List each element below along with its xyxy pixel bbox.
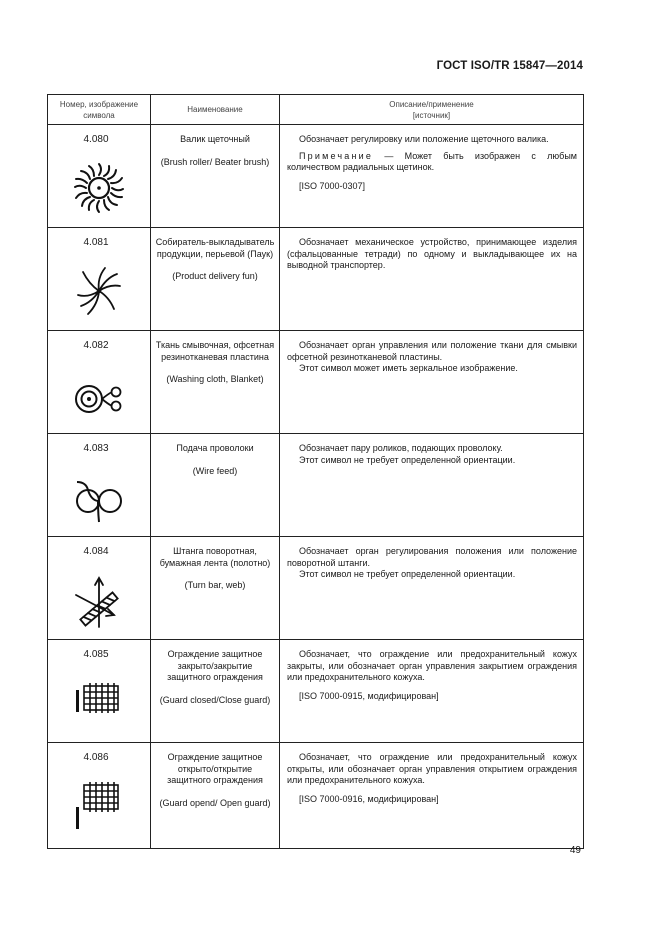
symbol-name-ru: Штанга поворотная, бумажная лента (полотно): [159, 546, 271, 568]
product-delivery-fan-icon: [72, 264, 126, 318]
symbol-description: Обозначает орган регулирования положения или положение поворотной штанги.: [287, 546, 577, 568]
symbol-description-extra: Этот символ не требует определенной ориентации.: [299, 569, 516, 580]
wire-feed-icon: [72, 470, 128, 524]
symbol-description: Обозначает, что ограждение или предохранительный кожух закрыты, или обозначает орган управления закрытием ограждения или предохранительного кожуха.: [287, 649, 577, 683]
symbol-description-extra: Этот символ может иметь зеркальное изображение.: [299, 363, 518, 374]
table-row: [48, 228, 584, 331]
guard-open-icon: [72, 779, 132, 837]
symbol-name-ru: Подача проволоки: [176, 443, 254, 453]
table-row: [48, 743, 584, 849]
symbol-name-ru: Ограждение защитное закрыто/закрытие защитного ограждения: [167, 649, 263, 683]
table-row: [48, 331, 584, 434]
symbol-name-ru: Собиратель-выкладыватель продукции, перьевой (Паук): [155, 237, 275, 259]
table-row: [48, 640, 584, 743]
symbol-number: 4.085: [83, 649, 109, 660]
guard-closed-icon: [72, 676, 132, 730]
symbol-description: Обозначает, что ограждение или предохранительный кожух открыты, или обозначает орган управления открытием ограждения или предохранительного кожуха.: [287, 752, 577, 786]
page-number: 49: [569, 845, 581, 856]
table-header-row: [48, 95, 584, 125]
symbol-name-en: (Wire feed): [192, 465, 238, 476]
symbol-number: 4.086: [83, 752, 109, 763]
table-row: [48, 537, 584, 640]
symbol-number: 4.082: [83, 340, 109, 351]
symbol-description-extra: Этот символ не требует определенной ориентации.: [299, 454, 516, 465]
symbol-source: [ISO 7000-0916, модифицирован]: [299, 793, 439, 804]
symbol-description: Обозначает орган управления или положение ткани для смывки офсетной резинотканевой пластины.: [287, 340, 577, 362]
washing-cloth-icon: [72, 367, 128, 421]
symbol-number: 4.083: [83, 443, 109, 454]
symbol-source: [ISO 7000-0915, модифицирован]: [299, 690, 439, 701]
symbol-name-ru: Ограждение защитное открыто/открытие защитного ограждения: [167, 752, 263, 786]
table-row: [48, 125, 584, 228]
symbol-number: 4.081: [83, 237, 109, 248]
turn-bar-icon: [72, 573, 130, 631]
document-header: ГОСТ ISO/TR 15847—2014: [436, 60, 583, 72]
symbol-source: [ISO 7000-0307]: [299, 180, 366, 191]
symbol-description: Обозначает пару роликов, подающих проволоку.: [299, 443, 503, 453]
symbol-name-ru: Валик щеточный: [180, 134, 250, 144]
symbol-name-en: (Washing cloth, Blanket): [166, 374, 264, 385]
table-row: [48, 434, 584, 537]
symbol-name-en: (Brush roller/ Beater brush): [160, 156, 270, 167]
symbol-description: Обозначает механическое устройство, принимающее изделия (сфальцованные тетради) по одному и выкладывающее их на выводной транспортер.: [287, 237, 577, 271]
symbols-table: [47, 94, 584, 849]
symbol-name-ru: Ткань смывочная, офсетная резинотканевая пластина: [155, 340, 275, 362]
brush-roller-icon: [72, 161, 126, 215]
symbol-name-en: (Product delivery fun): [172, 271, 258, 282]
symbol-note: Примечание — Может быть изображен с любым количеством радиальных щетинок.: [287, 150, 577, 173]
symbol-name-en: (Guard opend/ Open guard): [159, 797, 271, 808]
symbol-number: 4.084: [83, 546, 109, 557]
symbol-number: 4.080: [83, 134, 109, 145]
symbol-name-en: (Turn bar, web): [184, 580, 246, 591]
header-number: Номер, изображение символа: [48, 95, 151, 125]
header-name: Наименование: [151, 95, 280, 125]
symbol-name-en: (Guard closed/Close guard): [159, 694, 271, 705]
symbol-description: Обозначает регулировку или положение щеточного валика.: [299, 134, 549, 144]
header-description: Описание/применение [источник]: [280, 95, 584, 125]
